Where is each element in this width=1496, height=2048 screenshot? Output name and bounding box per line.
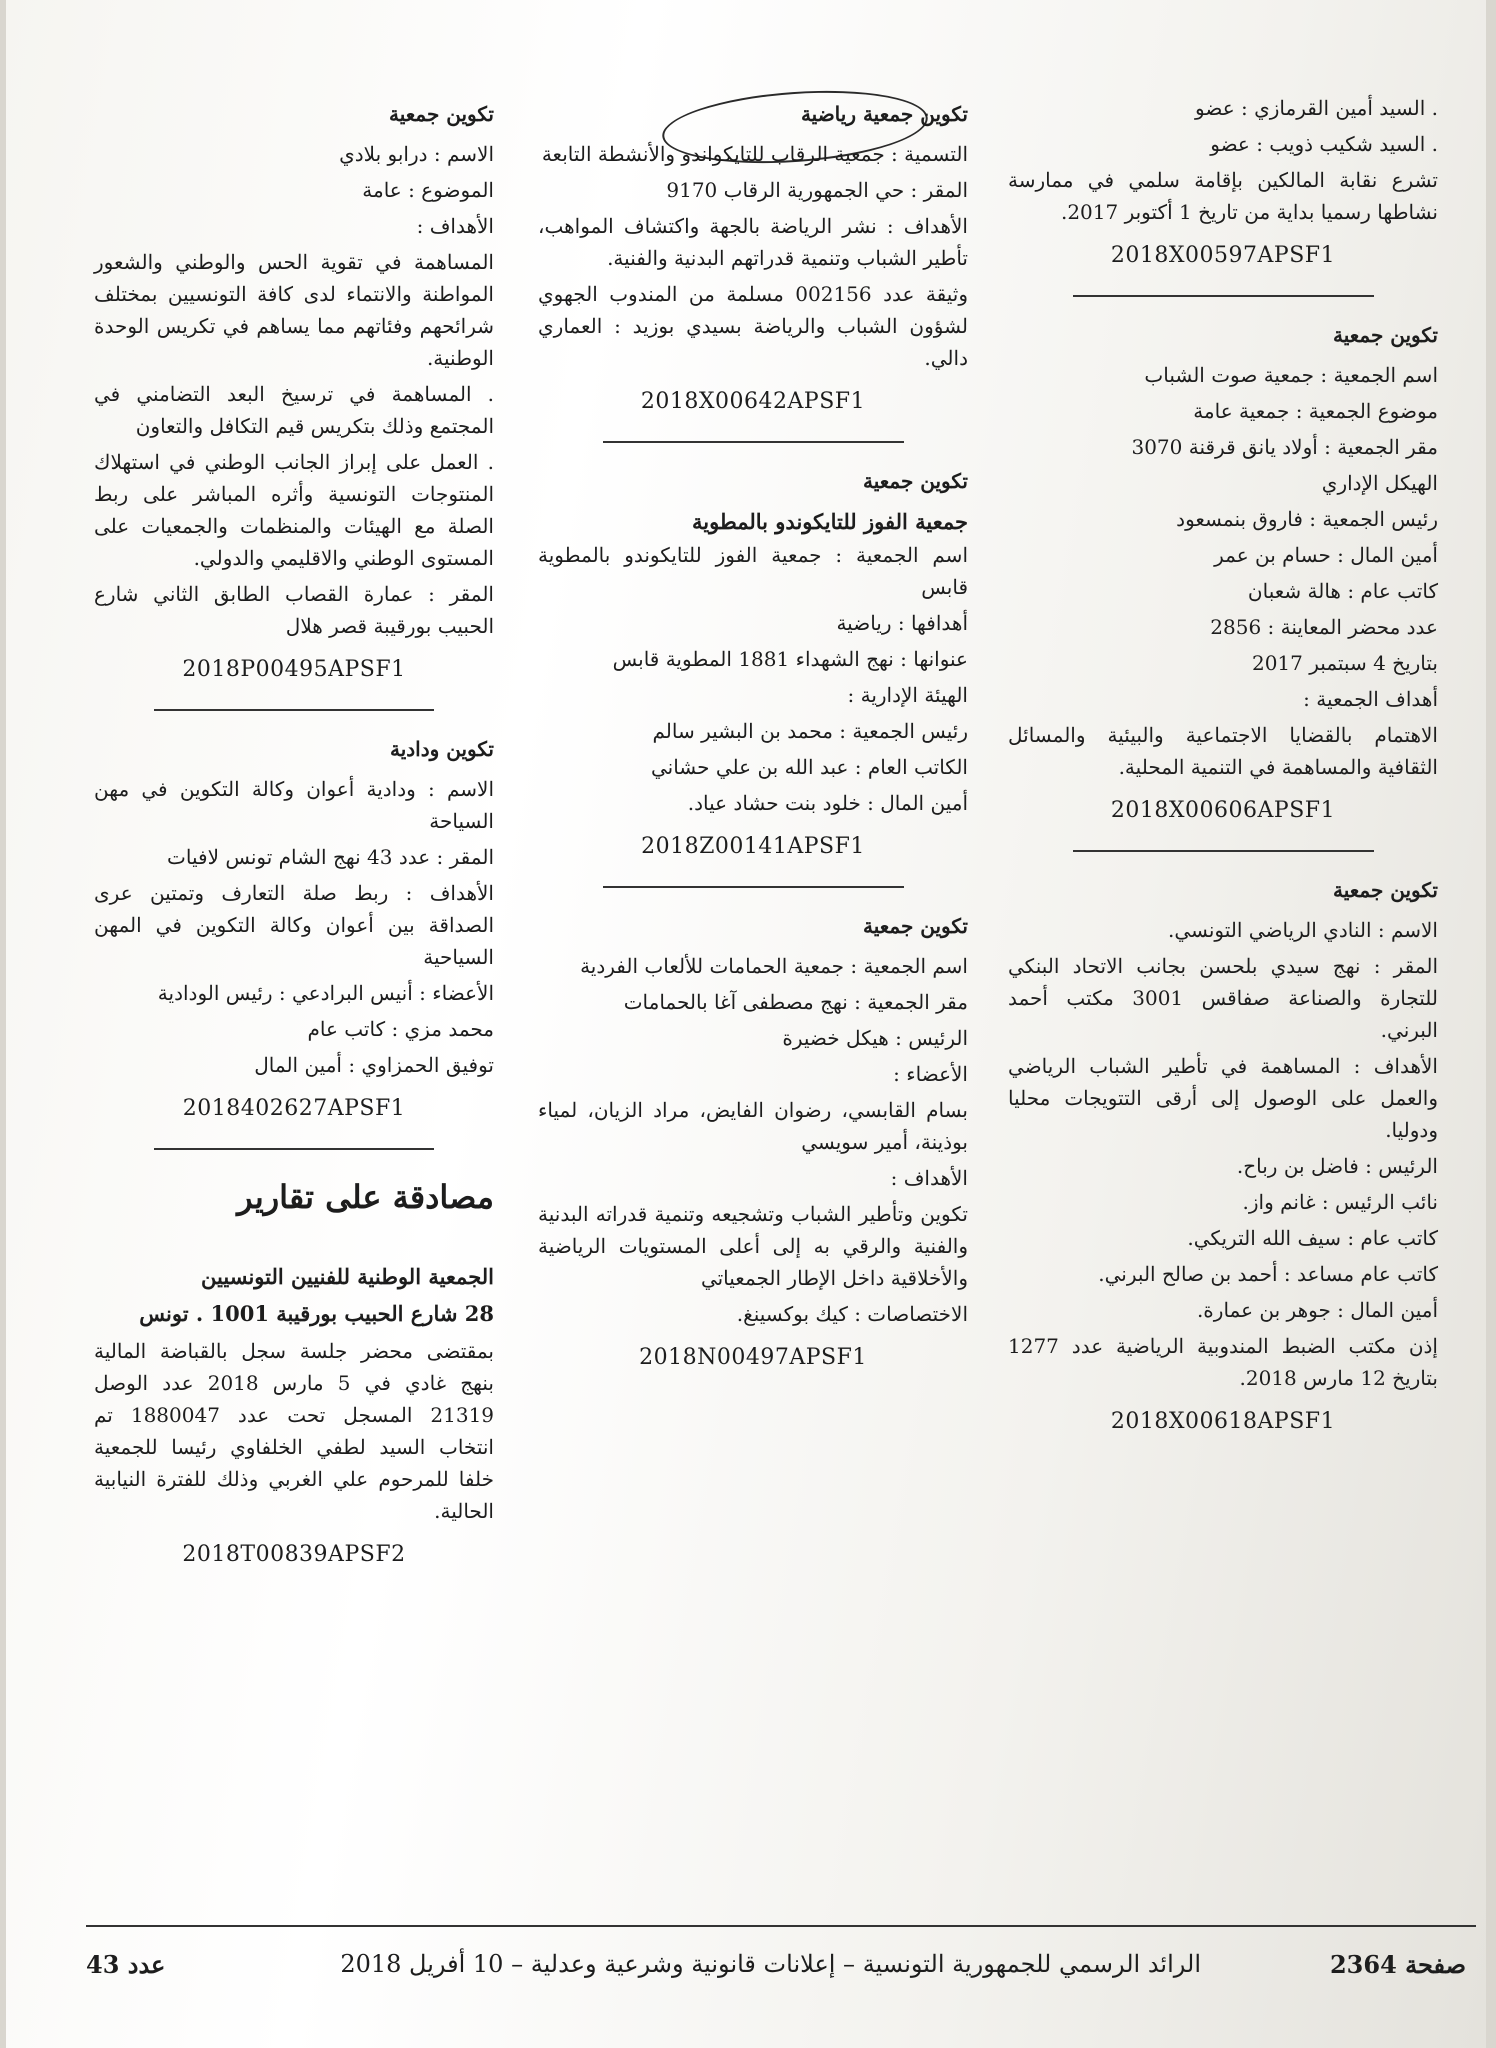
notice-line: الأهداف : المساهمة في تأطير الشباب الرياضي والعمل على الوصول إلى أرقى التتويجات محليا ودوليا.: [1008, 1054, 1438, 1143]
right-column: [1008, 92, 1438, 1448]
notice-line: اسم الجمعية : جمعية الحمامات للألعاب الفردية: [580, 953, 968, 978]
notice-line: نائب الرئيس : غانم واز.: [1242, 1190, 1438, 1215]
notice-line: اسم الجمعية : جمعية الفوز للتايكوندو بالمطوية قابس: [538, 542, 968, 599]
page-footer: [86, 1950, 1466, 1990]
notice-line: توفيق الحمزاوي : أمين المال: [254, 1053, 494, 1078]
notice-line: التسمية : جمعية الرقاب للتايكواندو والأنشطة التابعة: [541, 142, 968, 166]
notice-title: تكوين جمعية: [388, 102, 494, 126]
report-body: بمقتضى محضر جلسة سجل بالقباضة المالية بنهج غادي في 5 مارس 2018 عدد الوصل 21319 المسجل تحت عدد 1880047 تم انتخاب السيد لطفي الخلفاوي رئيسا للجمعية خلفا للمرحوم علي الغربي وذلك للفترة النيابية الحالية.: [94, 1338, 495, 1523]
page-number: صفحة 2364: [1329, 1950, 1466, 1979]
notice-line: المساهمة في تقوية الحس والوطني والشعور المواطنة والانتماء لدى كافة التونسيين بمختلف شرائحهم وفئاتهم مما يساهم في تكريس الوحدة الوطنية.: [94, 250, 494, 370]
notice-line: تكوين وتأطير الشباب وتشجيعه وتنمية قدراته البدنية والفنية والرقي به إلى أعلى المستويات الرياضية والأخلاقية داخل الإطار الجمعياتي: [538, 1201, 968, 1290]
notice-line: . العمل على إبراز الجانب الوطني في استهلاك المنتوجات التونسية وأثره المباشر على ربط الصلة مع الهيئات والمنظمات والجمعيات على المستوى الوطني والاقليمي والدولي.: [94, 450, 494, 570]
notice-line: الأهداف : ربط صلة التعارف وتمتين عرى الصداقة بين أعوان وكالة التكوين في المهن السياحية: [94, 881, 494, 970]
notice-line: الهيكل الإداري: [1321, 471, 1438, 496]
notice-line: مقر الجمعية : أولاد يانق قرقنة 3070: [1131, 435, 1438, 460]
notice-line: المقر : عمارة القصاب الطابق الثاني شارع الحبيب بورقيبة قصر هلال: [94, 582, 494, 638]
reference-code: 2018402627APSF1: [182, 1096, 406, 1122]
notice-line: . المساهمة في ترسيخ البعد التضامني في المجتمع وذلك بتكريس قيم التكافل والتعاون: [94, 382, 494, 438]
left-column: [94, 92, 494, 1580]
separator: [603, 441, 904, 443]
notice-title: تكوين جمعية: [1332, 878, 1438, 903]
notice-line: الاهتمام بالقضايا الاجتماعية والبيئية والمسائل الثقافية والمساهمة في التنمية المحلية.: [1008, 723, 1438, 780]
notice-line: الاسم : درابو بلادي: [339, 142, 494, 166]
notice-line: الأعضاء :: [893, 1061, 968, 1086]
notice-line: أمين المال : حسام بن عمر: [1214, 543, 1438, 568]
notice-line: الهيئة الإدارية :: [847, 682, 968, 707]
notice-line: أهداف الجمعية :: [1303, 687, 1438, 712]
reference-code: 2018X00642APSF1: [640, 389, 866, 414]
member-line: . السيد شكيب ذويب : عضو: [1210, 132, 1438, 156]
notice-line: الاختصاصات : كيك بوكسينغ.: [736, 1301, 968, 1326]
notice-line: كاتب عام : سيف الله التريكي.: [1187, 1226, 1438, 1251]
footer-rule: [86, 1925, 1476, 1927]
notice-title: تكوين جمعية: [862, 913, 968, 938]
notice-title: تكوين جمعية رياضية: [800, 102, 968, 126]
issue-number: عدد 43: [86, 1950, 166, 1979]
notice-line: بتاريخ 4 سبتمبر 2017: [1251, 651, 1438, 676]
reference-code: 2018X00597APSF1: [1110, 243, 1336, 268]
notice-line: الرئيس : هيكل خضيرة: [782, 1025, 968, 1050]
notice-title: تكوين ودادية: [389, 737, 494, 762]
reference-code: 2018P00495APSF1: [182, 657, 406, 682]
notice-line: الكاتب العام : عبد الله بن علي حشاني: [650, 754, 968, 779]
member-line: . السيد أمين القرمازي : عضو: [1195, 96, 1438, 120]
notice-line: الأعضاء : أنيس البرادعي : رئيس الودادية: [157, 981, 494, 1006]
notice-title: تكوين جمعية: [862, 469, 968, 494]
notice-line: كاتب عام : هالة شعبان: [1247, 579, 1438, 604]
notice-line: اسم الجمعية : جمعية صوت الشباب: [1144, 363, 1438, 388]
report-address: 28 شارع الحبيب بورقيبة 1001 . تونس: [139, 1301, 494, 1327]
notice-line: الأهداف : نشر الرياضة بالجهة واكتشاف المواهب، تأطير الشباب وتنمية قدراتهم البدنية والفنية.: [538, 214, 968, 270]
notice-line: محمد مزي : كاتب عام: [307, 1017, 494, 1042]
closing-text: تشرع نقابة المالكين بإقامة سلمي في ممارسة نشاطها رسميا بداية من تاريخ 1 أكتوبر 2017.: [1008, 168, 1438, 224]
notice-line: بسام القابسي، رضوان الفايض، مراد الزيان، لمياء بوذينة، أمير سويسي: [538, 1097, 968, 1154]
reference-code: 2018X00606APSF1: [1110, 798, 1336, 824]
separator: [154, 1148, 434, 1150]
notice-line: المقر : حي الجمهورية الرقاب 9170: [666, 178, 968, 202]
separator: [1073, 295, 1374, 297]
reference-code: 2018X00618APSF1: [1110, 1409, 1336, 1435]
notice-line: مقر الجمعية : نهج مصطفى آغا بالحمامات: [623, 989, 968, 1014]
section-heading: مصادقة على تقارير: [237, 1178, 494, 1217]
report-org: الجمعية الوطنية للفنيين التونسيين: [201, 1263, 494, 1289]
notice-line: الاسم : ودادية أعوان وكالة التكوين في مهن السياحة: [94, 777, 494, 834]
notice-line: رئيس الجمعية : محمد بن البشير سالم: [652, 718, 968, 743]
notice-line: وثيقة عدد 002156 مسلمة من المندوب الجهوي لشؤون الشباب والرياضة بسيدي بوزيد : العماري دالي.: [538, 282, 968, 370]
notice-line: أهدافها : رياضية: [836, 610, 968, 635]
notice-line: المقر : عدد 43 نهج الشام تونس لافيات: [167, 845, 494, 870]
reference-code: 2018Z00141APSF1: [641, 833, 865, 859]
notice-line: الأهداف :: [890, 1165, 968, 1190]
notice-line: رئيس الجمعية : فاروق بنمسعود: [1176, 507, 1438, 532]
gazette-page: [6, 0, 1486, 2048]
notice-title: تكوين جمعية: [1332, 323, 1438, 348]
publication-line: الرائد الرسمي للجمهورية التونسية – إعلانات قانونية وشرعية وعدلية – 10 أفريل 2018: [340, 1950, 1201, 1978]
notice-line: الأهداف :: [416, 214, 494, 238]
notice-line: الرئيس : فاضل بن رباح.: [1236, 1154, 1438, 1179]
middle-column: [538, 92, 968, 1383]
notice-line: عدد محضر المعاينة : 2856: [1210, 615, 1438, 640]
notice-line: عنوانها : نهج الشهداء 1881 المطوية قابس: [612, 646, 968, 671]
notice-line: أمين المال : جوهر بن عمارة.: [1196, 1298, 1438, 1323]
separator: [1073, 850, 1374, 852]
notice-line: المقر : نهج سيدي بلحسن بجانب الاتحاد البنكي للتجارة والصناعة صفاقس 3001 مكتب أحمد البرني.: [1008, 954, 1438, 1043]
separator: [603, 886, 904, 888]
separator: [154, 709, 434, 711]
notice-line: الاسم : النادي الرياضي التونسي.: [1168, 918, 1438, 943]
reference-code: 2018T00839APSF2: [182, 1541, 406, 1567]
notice-line: كاتب عام مساعد : أحمد بن صالح البرني.: [1098, 1262, 1438, 1287]
notice-line: إذن مكتب الضبط المندوبية الرياضية عدد 1277 بتاريخ 12 مارس 2018.: [1008, 1334, 1438, 1391]
notice-subtitle: جمعية الفوز للتايكوندو بالمطوية: [692, 509, 968, 535]
notice-line: أمين المال : خلود بنت حشاد عياد.: [687, 790, 968, 815]
notice-line: الموضوع : عامة: [362, 178, 494, 202]
notice-line: موضوع الجمعية : جمعية عامة: [1193, 399, 1438, 424]
reference-code: 2018N00497APSF1: [639, 1344, 867, 1370]
